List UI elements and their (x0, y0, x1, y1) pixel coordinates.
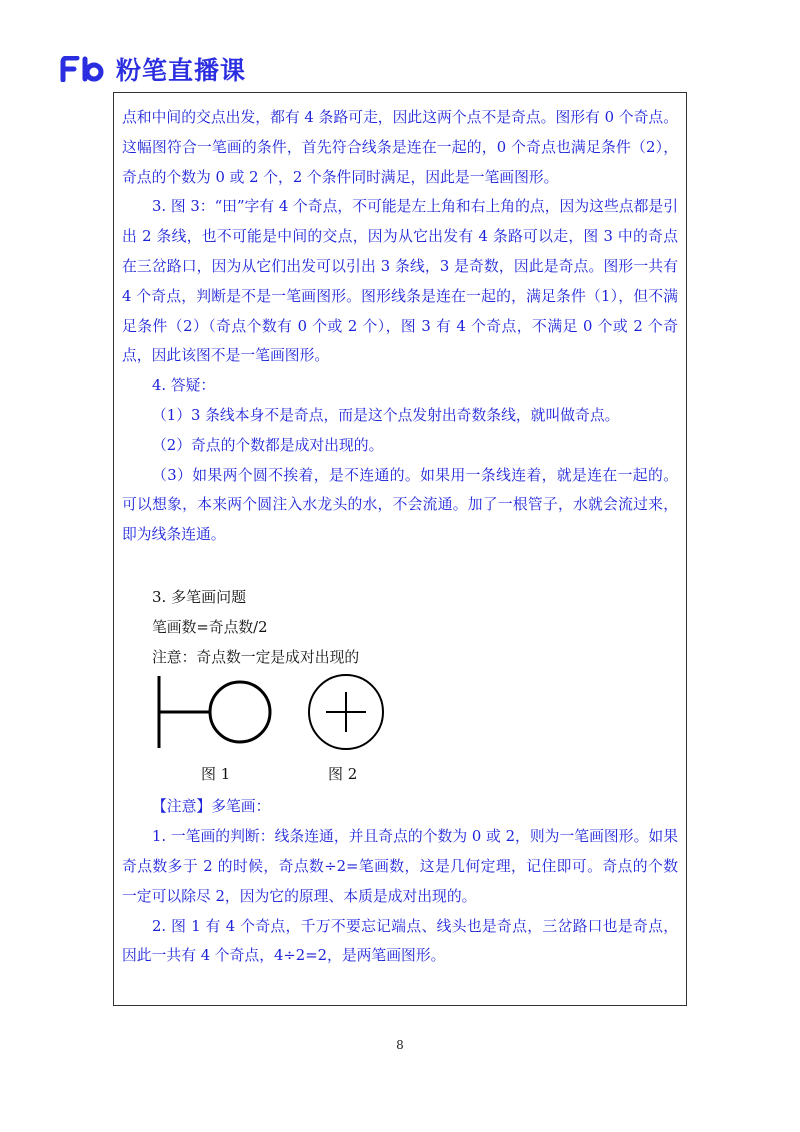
brand-name: 粉笔直播课 (116, 56, 247, 85)
content-body (122, 103, 678, 971)
notice-title: 【注意】多笔画： (152, 798, 271, 816)
paragraph: 4. 答疑： (152, 377, 216, 395)
paragraph: 点和中间的交点出发，都有 4 条路可走，因此这两个点不是奇点。图形有 0 个奇点。这幅图符合一笔画的条件，首先符合线条是连在一起的，0 个奇点也满足条件（2），奇点的个数为 0 或 2 个，2 个条件同时满足，因此是一笔画图形。 (122, 109, 678, 186)
note-line: 注意：奇点数一定是成对出现的 (152, 648, 360, 666)
paragraph: 2. 图 1 有 4 个奇点，千万不要忘记端点、线头也是奇点，三岔路口也是奇点，因此一共有 4 个奇点，4÷2=2，是两笔画图形。 (122, 917, 678, 965)
paragraph: 1. 一笔画的判断：线条连通，并且奇点的个数为 0 或 2，则为一笔画图形。如果奇点数多于 2 的时候，奇点数÷2=笔画数，这是几何定理，记住即可。奇点的个数一定可以除尽 2，因为它的原理、本质是成对出现的。 (122, 828, 678, 905)
figure-2-caption: 图 2 (328, 765, 358, 784)
paragraph: （1）3 条线本身不是奇点，而是这个点发射出奇数条线，就叫做奇点。 (152, 406, 620, 424)
page-number: 8 (396, 1038, 404, 1052)
paragraph: （3）如果两个圆不挨着，是不连通的。如果用一条线连着，就是连在一起的。可以想象，本来两个圆注入水龙头的水，不会流通。加了一根管子，水就会流过来，即为线条连通。 (122, 466, 678, 544)
figure-2-diagram (304, 672, 388, 752)
figures-row (122, 672, 678, 792)
section-heading: 3. 多笔画问题 (152, 587, 247, 606)
fb-logo-icon (60, 56, 106, 82)
brand-logo (60, 52, 246, 86)
figure-1-caption: 图 1 (201, 765, 231, 784)
paragraph: （2）奇点的个数都是成对出现的。 (152, 436, 384, 454)
paragraph: 3. 图 3：“田”字有 4 个奇点，不可能是左上角和右上角的点，因为这些点都是引出 2 条线，也不可能是中间的交点，因为从它出发有 4 条路可以走，图 3 中的奇点在三岔路口，因为从它们出发可以引出 3 条线，3 是奇数，因此是奇点。图形一共有 4 个奇点，判断是不是一笔画图形。图形线条是连在一起的，满足条件（1），但不满足条件（2）（奇点个数有 0 个或 2 个），图 3 有 4 个奇点，不满足 0 个或 2 个奇点，因此该图不是一笔画图形。 (122, 198, 678, 365)
figure-1-diagram (156, 672, 276, 752)
formula-line: 笔画数=奇点数/2 (152, 618, 268, 636)
